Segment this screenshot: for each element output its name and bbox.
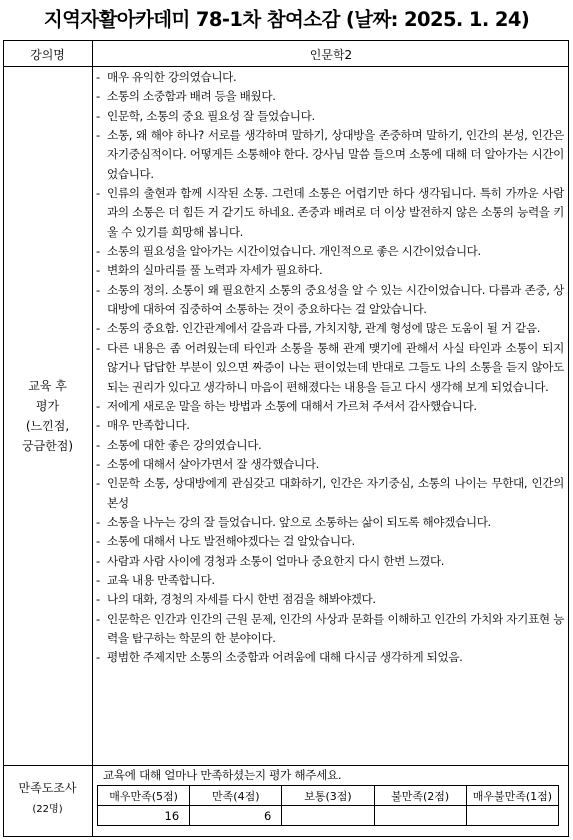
- header-lecture-name: 인문학2: [309, 48, 353, 62]
- evaluation-label-line: 평가: [35, 399, 60, 413]
- rating-count: [466, 806, 558, 826]
- survey-respondent-count: (22명): [32, 804, 63, 815]
- list-item: - 소통의 정의. 소통이 왜 필요한지 소통의 중요성을 알 수 있는 시간이었습니다. 다름과 존중, 상대방에 대하여 집중하여 소통하는 것이 중요하다는 걸 알았습니다.: [96, 281, 564, 320]
- table-row: [98, 806, 559, 826]
- survey-question: 교육에 대해 얼마나 만족하셨는지 평가 해주세요.: [103, 768, 342, 782]
- rating-count: 16: [98, 806, 190, 826]
- list-item: - 평범한 주제지만 소통의 소중함과 어려움에 대해 다시금 생각하게 되었음.: [96, 648, 564, 667]
- list-item-text: 소통의 중요함. 인간관계에서 갈음과 다름, 가치지향, 관계 형성에 많은 도움이 될 거 같음.: [107, 321, 541, 336]
- column-divider: [92, 40, 93, 837]
- rating-header: 보통(3점): [282, 786, 374, 806]
- list-item-text: 나의 대화, 경청의 자세를 다시 한번 점검을 해봐야겠다.: [107, 592, 376, 607]
- list-item: - 소통에 대한 좋은 강의였습니다.: [96, 436, 564, 455]
- list-item: - 저에게 새로운 말을 하는 방법과 소통에 대해서 가르쳐 주셔서 감사했습니다.: [96, 397, 564, 416]
- list-item: - 인문학 소통, 상대방에게 관심갖고 대화하기, 인간은 자기중심, 소통의 나이는 무한대, 인간의 본성: [96, 474, 564, 513]
- list-item: - 매우 유익한 강의였습니다.: [96, 68, 564, 87]
- list-item-text: 소통, 왜 해야 하나? 서로를 생각하며 말하기, 상대방을 존중하며 말하기, 인간의 본성, 인간은 자기중심적이다. 어떻게든 소통해야 한다. 강사님 말씀 들으며 소통에 대해 더 알아가는 시간이었습니다.: [107, 128, 564, 181]
- list-item-text: 매우 유익한 강의였습니다.: [107, 70, 237, 84]
- rating-count: [282, 806, 374, 826]
- document-title: 지역자활아카데미 78-1차 참여소감 (날짜: 2025. 1. 24): [43, 8, 530, 31]
- list-item: - 소통의 필요성을 알아가는 시간이었습니다. 개인적으로 좋은 시간이었습니다.: [96, 242, 564, 261]
- list-item: - 다른 내용은 좀 어려웠는데 타인과 소통을 통해 관계 맺기에 관해서 사실 타인과 소통이 되지 않거나 답답한 부분이 있으면 짜증이 나는 편이었는데 반대로 그들도 나의 소통을 듣지 않아도 되는 권리가 있다고 생각하니 마음이 편해졌다는 내용을 듣고 다시 생각해 보게 되었습니다.: [96, 339, 564, 397]
- list-item: - 인문학, 소통의 중요 필요성 잘 들었습니다.: [96, 107, 564, 126]
- list-item-text: 교육 내용 만족합니다.: [107, 572, 215, 587]
- list-item-text: 소통에 대한 좋은 강의였습니다.: [107, 437, 262, 452]
- survey-row-divider: [3, 765, 569, 766]
- list-item-text: 인문학 소통, 상대방에게 관심갖고 대화하기, 인간은 자기중심, 소통의 나이는 무한대, 인간의 본성: [107, 476, 564, 510]
- evaluation-list: [96, 68, 564, 668]
- list-item-text: 소통에 대해서 나도 발전해야겠다는 걸 알았습니다.: [107, 534, 355, 549]
- evaluation-label-line: (느낀점,: [25, 419, 70, 433]
- satisfaction-table: [97, 785, 559, 826]
- list-item-text: 다른 내용은 좀 어려웠는데 타인과 소통을 통해 관계 맺기에 관해서 사실 타인과 소통이 되지 않거나 답답한 부분이 있으면 짜증이 나는 편이었는데 반대로 그들도 나의 소통을 듣지 않아도 되는 권리가 있다고 생각하니 마음이 편해졌다는 내용을 듣고 다시 생각해 보게 되었습니다.: [107, 340, 564, 394]
- list-item-text: 인류의 출현과 함께 시작된 소통. 그런데 소통은 어렵기만 하다 생각됩니다. 특히 가까운 사람과의 소통은 더 힘든 거 같기도 하네요. 존중과 배려로 더 이상 발전하지 않은 소통의 능력을 키울 수 있기를 희망해 봅니다.: [107, 186, 564, 239]
- list-item: - 소통의 중요함. 인간관계에서 갈음과 다름, 가치지향, 관계 형성에 많은 도움이 될 거 같음.: [96, 319, 564, 338]
- evaluation-label: [3, 376, 92, 456]
- list-item: - 인류의 출현과 함께 시작된 소통. 그런데 소통은 어렵기만 하다 생각됩니다. 특히 가까운 사람과의 소통은 더 힘든 거 같기도 하네요. 존중과 배려로 더 이상 발전하지 않은 소통의 능력을 키울 수 있기를 희망해 봅니다.: [96, 184, 564, 242]
- header-lecture-label: 강의명: [30, 48, 65, 62]
- list-item-text: 변화의 실마리를 풀 노력과 자세가 필요하다.: [107, 263, 323, 278]
- list-item: - 소통에 대해서 나도 발전해야겠다는 걸 알았습니다.: [96, 532, 564, 551]
- list-item: - 교육 내용 만족합니다.: [96, 571, 564, 590]
- list-item-text: 소통에 대해서 살아가면서 잘 생각했습니다.: [107, 456, 319, 471]
- list-item: - 사람과 사람 사이에 경청과 소통이 얼마나 중요한지 다시 한번 느꼈다.: [96, 552, 564, 571]
- rating-count: 6: [190, 806, 282, 826]
- survey-label: [3, 779, 92, 819]
- rating-header: 불만족(2점): [374, 786, 466, 806]
- list-item: - 매우 만족합니다.: [96, 416, 564, 435]
- list-item-text: 매우 만족합니다.: [107, 418, 190, 433]
- list-item: - 나의 대화, 경청의 자세를 다시 한번 점검을 해봐야겠다.: [96, 590, 564, 609]
- list-item: - 변화의 실마리를 풀 노력과 자세가 필요하다.: [96, 261, 564, 280]
- list-item: - 소통을 나누는 강의 잘 들었습니다. 앞으로 소통하는 삶이 되도록 해야겠습니다.: [96, 513, 564, 532]
- list-item-text: 소통을 나누는 강의 잘 들었습니다. 앞으로 소통하는 삶이 되도록 해야겠습니다.: [107, 514, 491, 529]
- rating-header: 매우불만족(1점): [466, 786, 558, 806]
- rating-header: 매우만족(5점): [98, 786, 190, 806]
- list-item-text: 저에게 새로운 말을 하는 방법과 소통에 대해서 가르쳐 주셔서 감사했습니다.: [107, 398, 477, 413]
- rating-header: 만족(4점): [190, 786, 282, 806]
- survey-label-text: 만족도조사: [18, 781, 77, 795]
- list-item-text: 소통의 정의. 소통이 왜 필요한지 소통의 중요성을 알 수 있는 시간이었습니다. 다름과 존중, 상대방에 대하여 집중하여 소통하는 것이 중요하다는 걸 알았습니다.: [107, 282, 564, 317]
- list-item: - 인문학은 인간과 인간의 근원 문제, 인간의 사상과 문화를 이해하고 인간의 가치와 자기표현 능력을 탐구하는 학문의 한 분야이다.: [96, 610, 564, 649]
- list-item-text: 소통의 소중함과 배려 등을 배웠다.: [107, 89, 276, 104]
- list-item-text: 사람과 사람 사이에 경청과 소통이 얼마나 중요한지 다시 한번 느꼈다.: [107, 553, 445, 568]
- list-item: - 소통에 대해서 살아가면서 잘 생각했습니다.: [96, 455, 564, 474]
- evaluation-label-line: 궁금한점): [21, 439, 74, 453]
- list-item: - 소통, 왜 해야 하나? 서로를 생각하며 말하기, 상대방을 존중하며 말하기, 인간의 본성, 인간은 자기중심적이다. 어떻게든 소통해야 한다. 강사님 말씀 들으며 소통에 대해 더 알아가는 시간이었습니다.: [96, 126, 564, 184]
- rating-count: [374, 806, 466, 826]
- list-item-text: 평범한 주제지만 소통의 소중함과 어려움에 대해 다시금 생각하게 되었음.: [107, 650, 463, 665]
- list-item-text: 인문학은 인간과 인간의 근원 문제, 인간의 사상과 문화를 이해하고 인간의 가치와 자기표현 능력을 탐구하는 학문의 한 분야이다.: [107, 611, 564, 645]
- list-item-text: 소통의 필요성을 알아가는 시간이었습니다. 개인적으로 좋은 시간이었습니다.: [107, 244, 481, 259]
- list-item: - 소통의 소중함과 배려 등을 배웠다.: [96, 87, 564, 106]
- list-item-text: 인문학, 소통의 중요 필요성 잘 들었습니다.: [107, 108, 315, 123]
- evaluation-label-line: 교육 후: [28, 379, 67, 393]
- header-row-divider: [3, 66, 569, 67]
- table-row: [98, 786, 559, 806]
